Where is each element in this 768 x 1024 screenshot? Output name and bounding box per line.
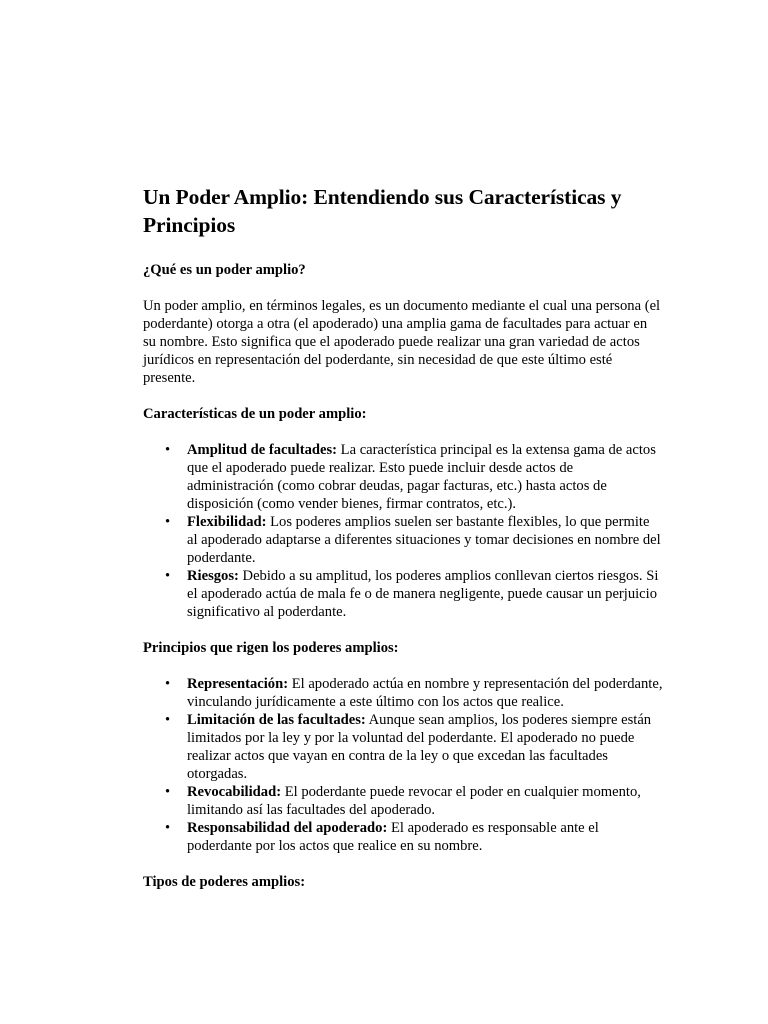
list-item (143, 675, 663, 711)
item-label: Representación: (187, 676, 289, 692)
list-item (143, 783, 663, 819)
item-text: El apoderado actúa en nombre y representación del poderdante, vinculando jurídicamente a este último con los actos que realice. (187, 676, 663, 710)
item-label: Flexibilidad: (187, 514, 267, 530)
section-heading-que-es: ¿Qué es un poder amplio? (143, 262, 306, 278)
item-text: Debido a su amplitud, los poderes amplios conllevan ciertos riesgos. Si el apoderado actúa de mala fe o de manera negligente, puede causar un perjuicio significativo al poderdante. (187, 568, 659, 620)
list-item (143, 711, 663, 783)
item-text: Aunque sean amplios, los poderes siempre están limitados por la ley y por la voluntad del poderdante. El apoderado no puede realizar actos que vayan en contra de la ley o que excedan las facultades otorgadas. (187, 712, 652, 782)
section-heading-tipos: Tipos de poderes amplios: (143, 874, 306, 890)
definition-paragraph: Un poder amplio, en términos legales, es un documento mediante el cual una persona (el poderdante) otorga a otra (el apoderado) una amplia gama de facultades para actuar en su nombre. Esto significa que el apoderado puede realizar una gran variedad de actos jurídicos en representación del poderdante, sin necesidad de que este último esté presente. (143, 298, 661, 386)
item-text: El apoderado es responsable ante el poderdante por los actos que realice en su nombre. (187, 820, 599, 854)
item-text: El poderdante puede revocar el poder en cualquier momento, limitando así las facultades del apoderado. (187, 784, 641, 818)
list-item (143, 819, 663, 855)
bullet-icon: • (165, 820, 171, 836)
bullet-icon: • (165, 514, 171, 530)
bullet-icon: • (165, 568, 171, 584)
item-label: Riesgos: (187, 568, 239, 584)
document-title: Un Poder Amplio: Entendiendo sus Características y Principios (143, 185, 622, 237)
bullet-icon: • (165, 442, 171, 458)
item-label: Revocabilidad: (187, 784, 282, 800)
caracteristicas-list (143, 441, 663, 621)
section-heading-principios: Principios que rigen los poderes amplios: (143, 640, 399, 656)
bullet-icon: • (165, 712, 171, 728)
bullet-icon: • (165, 784, 171, 800)
list-item (143, 441, 663, 513)
item-text: Los poderes amplios suelen ser bastante flexibles, lo que permite al apoderado adaptarse a diferentes situaciones y tomar decisiones en nombre del poderdante. (187, 514, 661, 566)
list-item (143, 513, 663, 567)
item-label: Amplitud de facultades: (187, 442, 337, 458)
section-heading-caracteristicas: Características de un poder amplio: (143, 406, 367, 422)
item-label: Limitación de las facultades: (187, 712, 366, 728)
principios-list (143, 675, 663, 855)
document-page (143, 183, 663, 891)
list-item (143, 567, 663, 621)
bullet-icon: • (165, 676, 171, 692)
item-text: La característica principal es la extensa gama de actos que el apoderado puede realizar. Esto puede incluir desde actos de administración (como cobrar deudas, pagar facturas, etc.) hasta actos de disposición (como vender bienes, firmar contratos, etc.). (187, 442, 656, 512)
item-label: Responsabilidad del apoderado: (187, 820, 388, 836)
